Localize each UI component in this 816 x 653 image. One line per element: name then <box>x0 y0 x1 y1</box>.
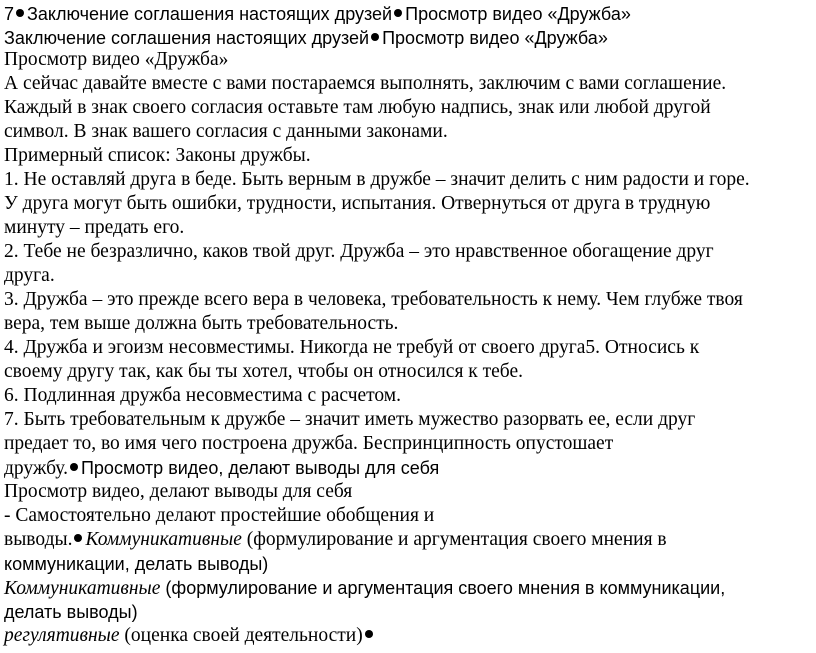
line-25 <box>4 576 725 601</box>
law-4: 4. Дружба и эгоизм несовместимы. Никогда не требуй от своего друга5. Относись к <box>4 337 700 358</box>
slide-number: 7 <box>4 4 15 24</box>
line-27 <box>4 624 376 648</box>
law-7: 7. Быть требовательным к дружбе – значит иметь мужество разорвать ее, если друг <box>4 409 696 430</box>
text-segment: Просмотр видео «Дружба» <box>382 28 608 48</box>
bullet-icon <box>371 33 379 41</box>
law-2: 2. Тебе не безразлично, каков твой друг. Дружба – это нравственное обогащение друг <box>4 241 714 262</box>
law-6: 6. Подлинная дружба несовместима с расчетом. <box>4 385 402 406</box>
line-3: Просмотр видео «Дружба» <box>4 49 229 70</box>
bullet-icon <box>74 534 82 542</box>
law-3: 3. Дружба – это прежде всего вера в человека, требовательность к нему. Чем глубже твоя <box>4 289 743 310</box>
line-5: Каждый в знак своего согласия оставьте там любую надпись, знак или любой другой <box>4 97 711 118</box>
line-2 <box>4 26 608 50</box>
text-segment: (формулирование и аргументация своего мнения в коммуникации, <box>160 578 726 598</box>
line-16: своему другу так, как бы ты хотел, чтобы он относился к тебе. <box>4 361 524 382</box>
text-segment: (формулирование и аргументация своего мнения в <box>241 529 667 550</box>
text-segment: регулятивные <box>4 625 120 646</box>
line-22: - Самостоятельно делают простейшие обобщения и <box>4 505 435 526</box>
text-segment: Заключение соглашения настоящих друзей <box>4 28 370 48</box>
law-1: 1. Не оставляй друга в беде. Быть верным в дружбе – значит делить с ним радости и горе. <box>4 169 750 190</box>
line-9: У друга могут быть ошибки, трудности, испытания. Отвернуться от друга в трудную <box>4 193 711 214</box>
line-26: делать выводы) <box>4 602 138 622</box>
line-1 <box>4 2 631 26</box>
line-12: друга. <box>4 265 55 286</box>
line-14: вера, тем выше должна быть требовательность. <box>4 313 399 334</box>
text-segment: Коммуникативные <box>85 529 242 550</box>
text-segment: Заключение соглашения настоящих друзей <box>27 4 393 24</box>
text-segment: дружбу. <box>4 458 68 479</box>
text-segment: Коммуникативные <box>4 578 161 599</box>
line-10: минуту – предать его. <box>4 217 185 238</box>
text-segment: (оценка своей деятельности) <box>119 625 363 646</box>
line-6: символ. В знак вашего согласия с данными законами. <box>4 121 448 142</box>
bullet-icon <box>16 9 24 17</box>
line-23 <box>4 528 667 552</box>
text-segment: Просмотр видео «Дружба» <box>405 4 631 24</box>
line-21: Просмотр видео, делают выводы для себя <box>4 481 353 502</box>
line-7: Примерный список: Законы дружбы. <box>4 145 311 166</box>
line-24: коммуникации, делать выводы) <box>4 554 269 574</box>
bullet-icon <box>70 463 78 471</box>
bullet-icon <box>365 630 373 638</box>
line-20 <box>4 456 439 481</box>
text-segment: выводы. <box>4 529 73 550</box>
text-segment: Просмотр видео, делают выводы для себя <box>80 458 440 478</box>
line-4: А сейчас давайте вместе с вами постараемся выполнять, заключим с вами соглашение. <box>4 73 727 94</box>
line-19: предает то, во имя чего построена дружба. Беспринципность опустошает <box>4 433 614 454</box>
bullet-icon <box>394 9 402 17</box>
